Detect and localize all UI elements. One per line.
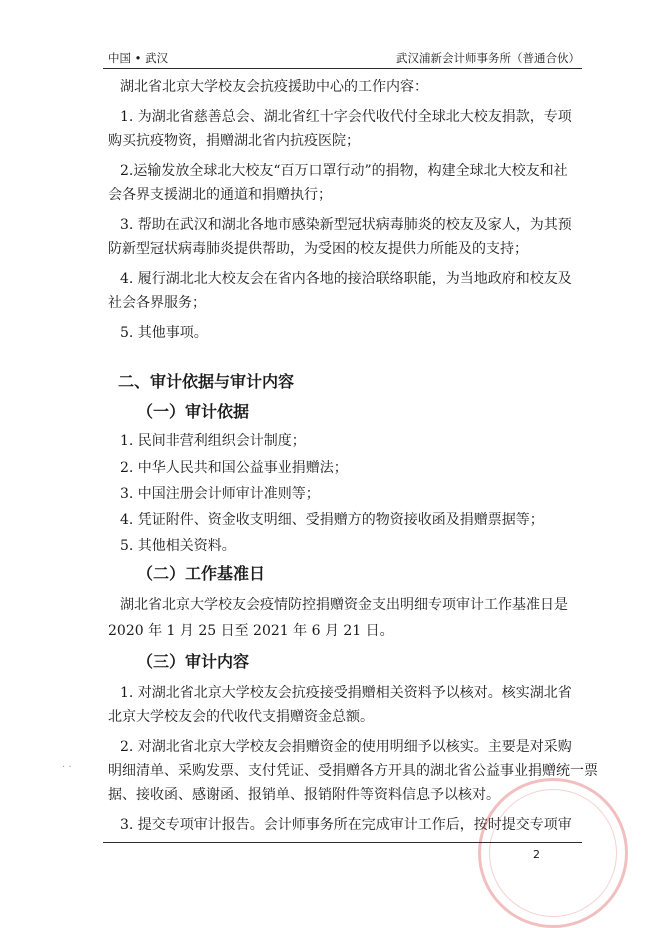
basis-item-3: 3. 中国注册会计师审计准则等； bbox=[120, 486, 320, 502]
content-item-2-line-2: 明细清单、采购发票、支付凭证、受捐赠各方开具的湖北省公益事业捐赠统一票 bbox=[108, 763, 598, 779]
basis-item-1: 1. 民间非营利组织会计制度； bbox=[120, 433, 306, 449]
intro-item-3-line-1: 3. 帮助在武汉和湖北各地市感染新型冠状病毒肺炎的校友及家人，为其预 bbox=[120, 217, 572, 233]
intro-item-1-line-2: 购买抗疫物资，捐赠湖北省内抗疫医院； bbox=[108, 133, 360, 149]
basis-item-4: 4. 凭证附件、资金收支明细、受捐赠方的物资接收函及捐赠票据等； bbox=[120, 512, 544, 528]
content-item-1-line-2: 北京大学校友会的代收代支捐赠资金总额。 bbox=[108, 709, 374, 725]
basis-item-5: 5. 其他相关资料。 bbox=[120, 538, 236, 554]
official-seal-icon bbox=[478, 778, 628, 928]
subsection-2-title: （二）工作基准日 bbox=[137, 564, 266, 583]
base-date-line-2: 2020 年 1 月 25 日至 2021 年 6 月 21 日。 bbox=[108, 623, 394, 639]
basis-item-2: 2. 中华人民共和国公益事业捐赠法； bbox=[120, 460, 348, 476]
footer-divider bbox=[103, 842, 582, 843]
intro-item-4-line-2: 社会各界服务； bbox=[108, 295, 206, 311]
base-date-line-1: 湖北省北京大学校友会疫情防控捐赠资金支出明细专项审计工作基准日是 bbox=[120, 597, 568, 613]
intro-item-2-line-1: 2.运输发放全球北大校友“百万口罩行动”的捐物，构建全球北大校友和社 bbox=[120, 163, 568, 179]
intro-item-5: 5. 其他事项。 bbox=[120, 325, 208, 341]
content-item-2-line-1: 2. 对湖北省北京大学校友会捐赠资金的使用明细予以核实。主要是对采购 bbox=[120, 739, 572, 755]
header-location: 中国 • 武汉 bbox=[108, 51, 169, 65]
page-header bbox=[108, 50, 580, 68]
content-item-1-line-1: 1. 对湖北省北京大学校友会抗疫接受捐赠相关资料予以核对。核实湖北省 bbox=[120, 685, 572, 701]
section-2-title: 二、审计依据与审计内容 bbox=[118, 372, 295, 391]
subsection-3-title: （三）审计内容 bbox=[137, 652, 250, 671]
intro-item-2-line-2: 会各界支援湖北的通道和捐赠执行； bbox=[108, 187, 332, 203]
content-item-2-line-3: 据、接收函、感谢函、报销单、报销附件等资料信息予以核对。 bbox=[108, 787, 500, 803]
header-divider bbox=[103, 68, 582, 69]
scan-speck: · · bbox=[62, 762, 72, 773]
intro-item-1-line-1: 1. 为湖北省慈善总会、湖北省红十字会代收代付全球北大校友捐款，专项 bbox=[120, 109, 572, 125]
content-item-3-line-1: 3. 提交专项审计报告。会计师事务所在完成审计工作后，按时提交专项审 bbox=[120, 817, 572, 833]
intro-item-4-line-1: 4. 履行湖北北大校友会在省内各地的接洽联络职能，为当地政府和校友及 bbox=[120, 271, 572, 287]
intro-heading: 湖北省北京大学校友会抗疫援助中心的工作内容： bbox=[120, 79, 428, 95]
page-number: 2 bbox=[533, 848, 540, 861]
subsection-1-title: （一）审计依据 bbox=[137, 402, 250, 421]
header-firm-name: 武汉浦新会计师事务所（普通合伙） bbox=[396, 51, 580, 65]
intro-item-3-line-2: 防新型冠状病毒肺炎提供帮助，为受困的校友提供力所能及的支持； bbox=[108, 241, 528, 257]
